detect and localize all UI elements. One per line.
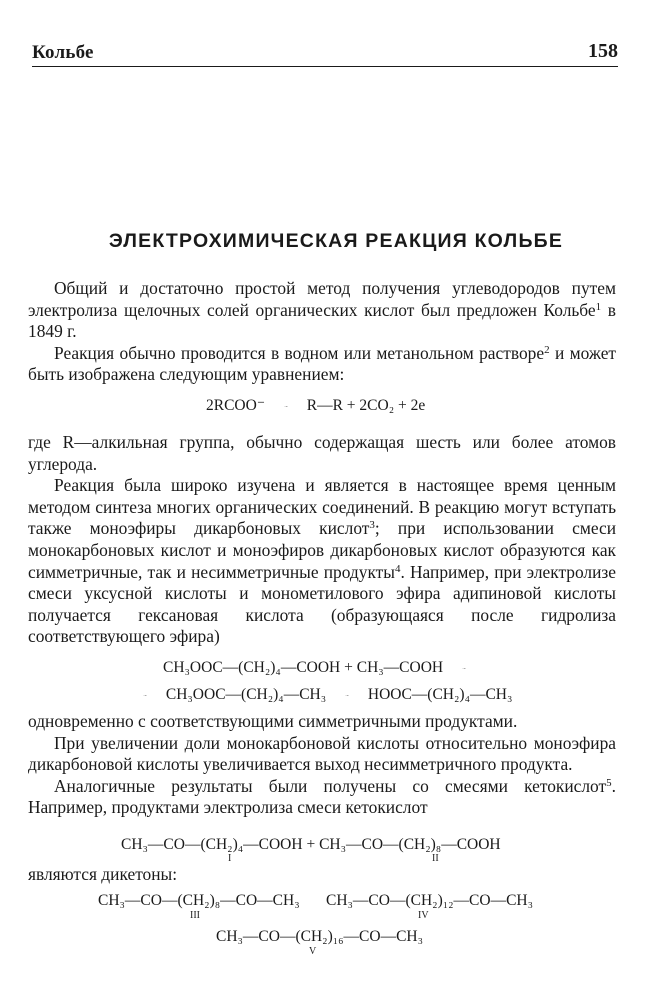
- text-block-diketones: [28, 864, 616, 886]
- equation-1-lhs: 2RCOO⁻: [206, 397, 265, 414]
- equation-1-rhs: R—R + 2CO₂ + 2e: [306, 397, 426, 414]
- keto-acid-2: CH₃—CO—(CH₂)₈—COOH: [319, 836, 501, 853]
- keto-acid-1: CH₃—CO—(CH₂)₄—COOH: [121, 836, 303, 853]
- text-block-results: [28, 711, 616, 819]
- diketone-5: CH₃—CO—(CH₂)₁₆—CO—CH₃: [216, 928, 424, 945]
- reaction-arrow-icon: [451, 668, 477, 669]
- plus-sign: +: [306, 836, 316, 853]
- equation-2-line-1: CH₃OOC—(CH₂)₄—COOH + CH₃—COOH: [163, 659, 481, 677]
- compound-label-5: V: [309, 946, 317, 957]
- paragraph-6: При увеличении доли монокарбоновой кислоты относительно моноэфира дикарбоновой кислоты увеличивается выход несимметричного продукта.: [28, 732, 616, 775]
- footnote-ref-2[interactable]: 2: [544, 343, 550, 356]
- running-title: Кольбе: [32, 42, 94, 63]
- paragraph-7: Аналогичные результаты были получены со смесями кетокислот$^5$. Например, продуктами электролиза смеси кетокислот: [28, 775, 616, 818]
- diketone-4: CH₃—CO—(CH₂)₁₂—CO—CH₃: [326, 892, 534, 909]
- ester-product: CH₃OOC—(CH₂)₄—CH₃: [165, 686, 327, 703]
- paragraph-4: Реакция была широко изучена и является в настоящее время ценным методом синтеза многих органических соединений. В реакцию могут вступать также моноэфиры дикарбоновых кислот$^3$; при использовании смеси монокарбоновых кислот и моноэфиров дикарбоновых кислот образуются как симметричные, так и несимметричные продукты$^4$. Например, при электролизе смеси уксусной кислоты и монометилового эфира адипиновой кислоты получается гексановая кислота (образующаяся после гидролиза соответствующего эфира): [28, 475, 617, 647]
- text-block-intro: [28, 278, 616, 386]
- compound-label-1: I: [228, 853, 232, 864]
- footnote-ref-4[interactable]: 4: [394, 562, 401, 575]
- page-number: 158: [588, 40, 618, 62]
- running-header: [32, 40, 618, 67]
- text-block-main: [28, 432, 616, 648]
- compound-label-3: III: [190, 910, 200, 921]
- equation-2-line-2: [128, 686, 512, 704]
- paragraph-8: являются дикетоны:: [28, 864, 178, 884]
- compound-label-2: II: [432, 853, 439, 864]
- paragraph-5: одновременно с соответствующими симметричными продуктами.: [28, 711, 518, 731]
- footnote-ref-5[interactable]: 5: [606, 776, 612, 789]
- keto-acid-mixture: [121, 836, 501, 854]
- paragraph-3: где R—алкильная группа, обычно содержащая шесть или более атомов углерода.: [28, 432, 616, 474]
- footnote-ref-1[interactable]: 1: [595, 300, 602, 313]
- reaction-arrow-icon: [334, 695, 360, 696]
- hexanoic-acid: HOOC—(CH₂)₄—CH₃: [367, 686, 513, 703]
- paragraph-1: Общий и достаточно простой метод получения углеводородов путем электролиза щелочных солей органических кислот был предложен Кольбе$^1$ в 1849 г.: [28, 278, 616, 342]
- equation-1: [206, 396, 425, 415]
- section-heading: ЭЛЕКТРОХИМИЧЕСКАЯ РЕАКЦИЯ КОЛЬБЕ: [108, 230, 564, 252]
- compound-label-4: IV: [418, 910, 429, 921]
- diketone-3: CH₃—CO—(CH₂)₈—CO—CH₃: [98, 892, 300, 909]
- paragraph-2: Реакция обычно проводится в водном или метанольном растворе$^2$ и может быть изображена следующим уравнением:: [28, 342, 617, 385]
- reaction-arrow-icon: [132, 695, 158, 696]
- footnote-ref-3[interactable]: 3: [369, 519, 375, 532]
- reaction-arrow-icon: [273, 406, 299, 407]
